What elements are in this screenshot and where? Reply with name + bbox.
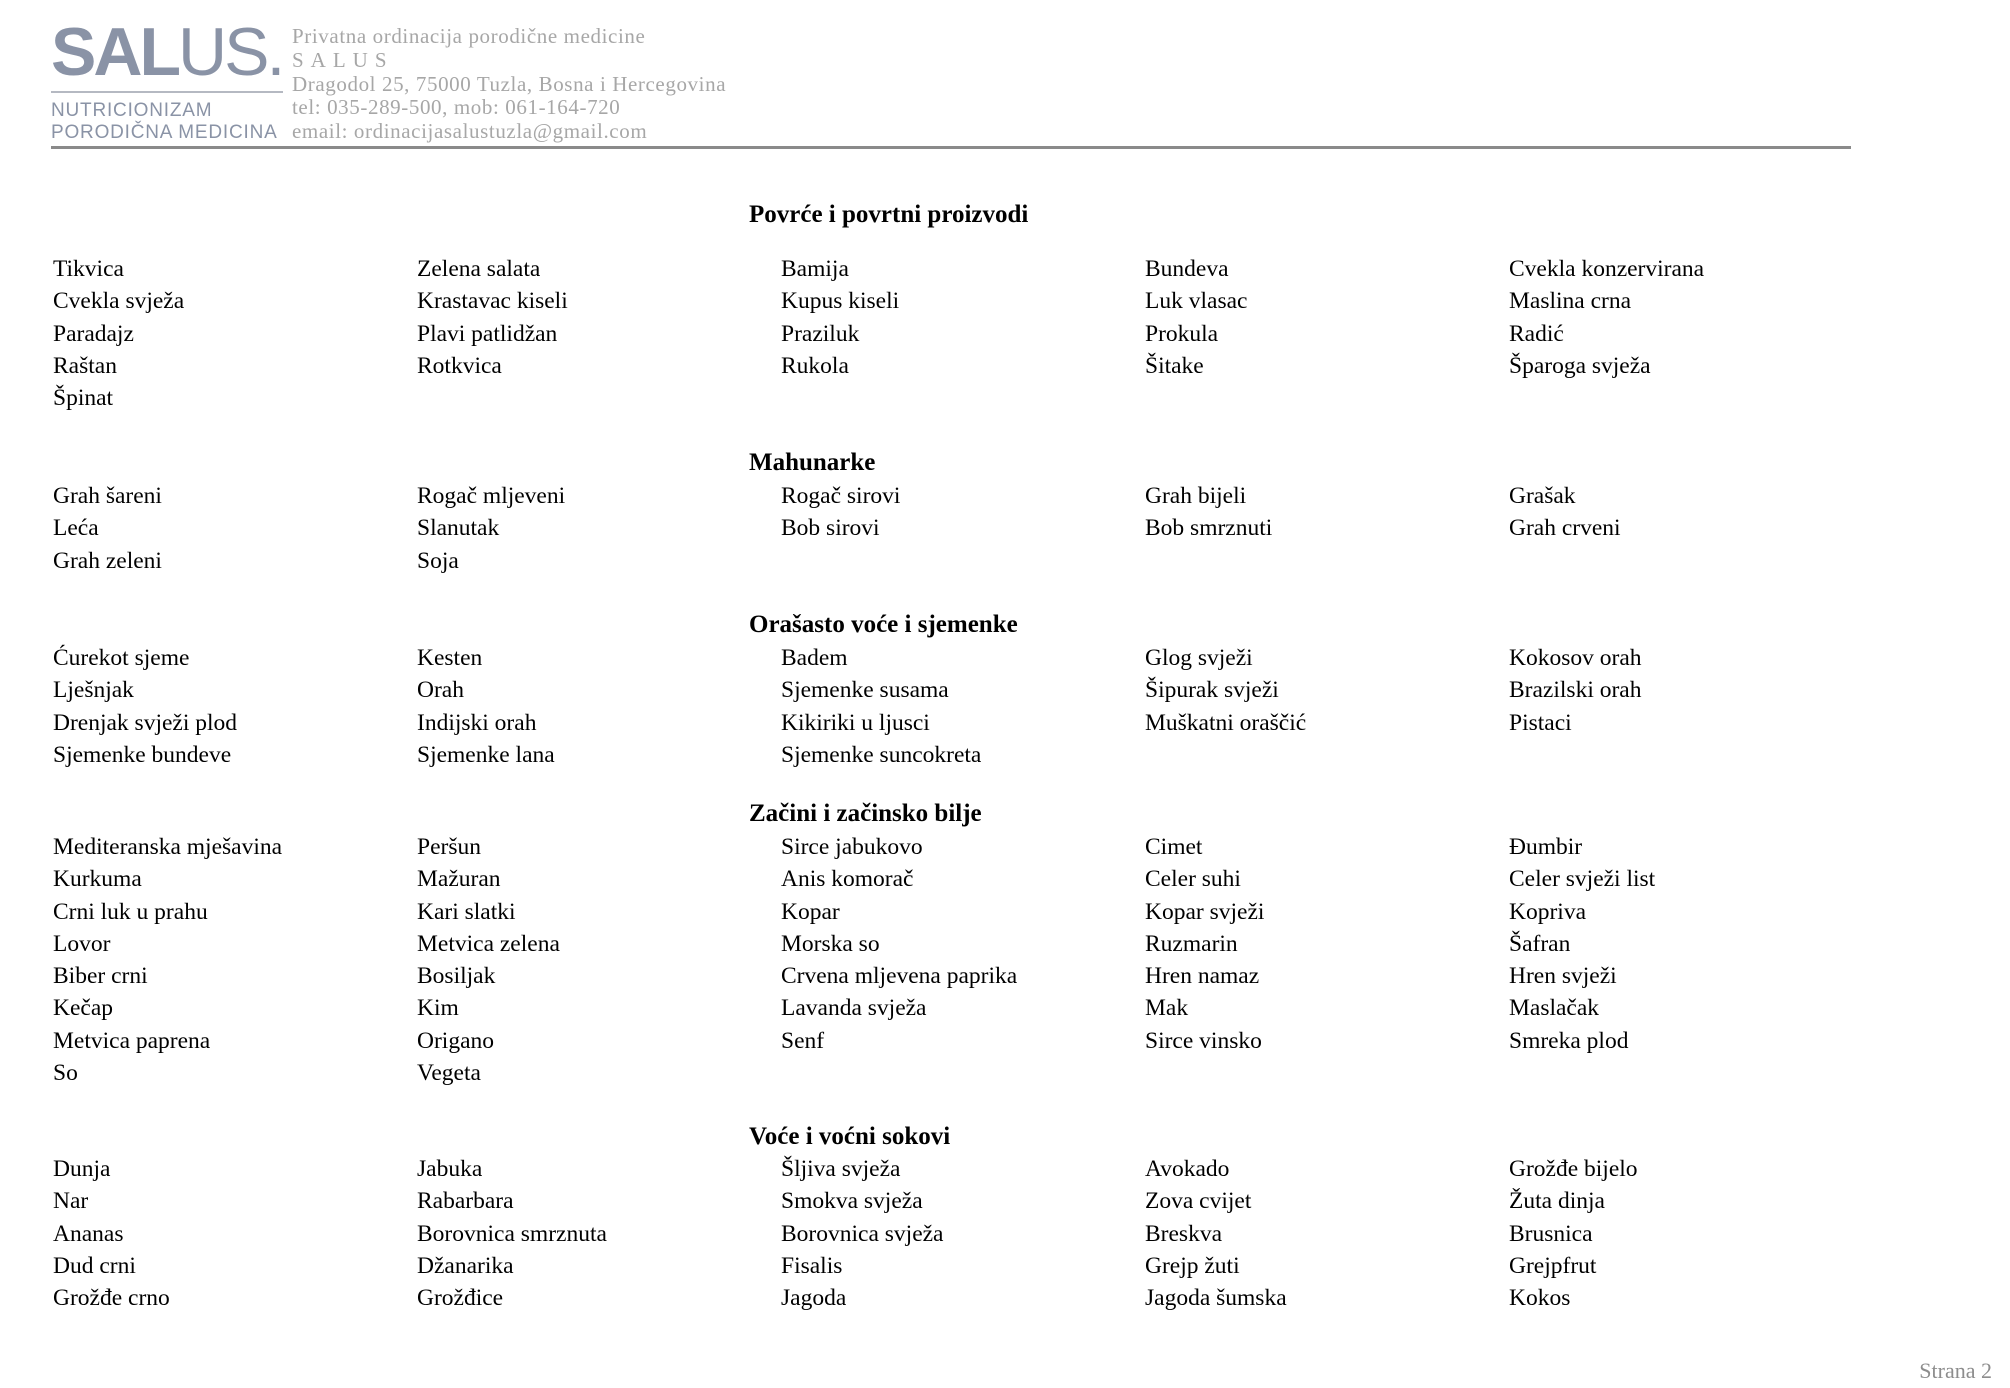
section-grid-fruits-juices: [53, 1153, 1853, 1314]
food-item: [1509, 1057, 1873, 1089]
food-item: Bamija: [781, 256, 849, 282]
food-item: Mažuran: [417, 866, 501, 893]
food-item: [1145, 545, 1509, 577]
food-item: Jabuka: [417, 1156, 483, 1182]
food-item: Kesten: [417, 645, 483, 671]
food-item: Sjemenke suncokreta: [781, 741, 982, 768]
header-divider: [51, 146, 1851, 149]
practice-email: email: ordinacijasalustuzla@gmail.com: [292, 119, 648, 144]
food-item: Rabarbara: [417, 1188, 514, 1215]
food-item: Kim: [417, 995, 459, 1022]
food-item: Celer suhi: [1145, 866, 1241, 893]
food-item: Morska so: [781, 930, 880, 957]
food-item: Kikiriki u ljusci: [781, 709, 930, 736]
food-item: Nar: [53, 1188, 89, 1215]
food-item: [1145, 382, 1509, 414]
section-grid-nuts-seeds: [53, 642, 1853, 771]
food-item: Šljiva svježa: [781, 1156, 901, 1182]
section-grid-vegetables: [53, 253, 1853, 414]
food-item: Špinat: [53, 385, 114, 412]
food-item: Dunja: [53, 1156, 111, 1182]
food-item: Metvica zelena: [417, 930, 560, 957]
logo-wordmark-bold: SAL: [51, 14, 178, 90]
food-item: Grožđe bijelo: [1509, 1156, 1638, 1182]
practice-address: Dragodol 25, 75000 Tuzla, Bosna i Hercegovina: [292, 71, 727, 96]
food-item: Sirce vinsko: [1145, 1027, 1262, 1054]
food-item: [1509, 545, 1873, 577]
page-number: Strana 2: [1919, 1358, 1992, 1383]
food-item: Breskva: [1145, 1220, 1223, 1247]
food-item: Ćurekot sjeme: [53, 645, 190, 671]
food-item: Grah zeleni: [53, 547, 162, 574]
food-item: Hren svježi: [1509, 963, 1617, 990]
food-item: Kurkuma: [53, 866, 142, 893]
food-item: Bundeva: [1145, 256, 1229, 282]
food-item: Kečap: [53, 995, 114, 1022]
food-item: Ananas: [53, 1220, 124, 1247]
food-item: Kopriva: [1509, 898, 1587, 925]
food-item: Kopar svježi: [1145, 898, 1265, 925]
food-item: Kokos: [1509, 1285, 1571, 1312]
food-item: Borovnica svježa: [781, 1220, 944, 1247]
food-item: Radić: [1509, 320, 1564, 347]
food-item: Džanarika: [417, 1252, 514, 1279]
food-item: Lavanda svježa: [781, 995, 927, 1022]
food-item: Hren namaz: [1145, 963, 1260, 990]
food-item: Grejp žuti: [1145, 1252, 1240, 1279]
food-item: Praziluk: [781, 320, 860, 347]
section-title-fruits-juices: Voće i voćni sokovi: [749, 1123, 951, 1150]
food-item: Maslačak: [1509, 995, 1600, 1022]
food-item: Raštan: [53, 352, 117, 379]
food-item: Cvekla svježa: [53, 288, 185, 315]
food-item: Grejpfrut: [1509, 1252, 1597, 1279]
food-item: Orah: [417, 677, 464, 704]
food-item: Drenjak svježi plod: [53, 709, 238, 736]
food-item: Peršun: [417, 834, 481, 860]
food-item: Grožđe crno: [53, 1285, 170, 1312]
food-item: Lješnjak: [53, 677, 134, 704]
food-item: Borovnica smrznuta: [417, 1220, 607, 1247]
food-item: Grašak: [1509, 483, 1576, 509]
salus-logo: [51, 14, 283, 146]
food-item: Glog svježi: [1145, 645, 1253, 671]
food-item: Mediteranska mješavina: [53, 834, 283, 860]
food-item: Biber crni: [53, 963, 148, 990]
food-item: Kari slatki: [417, 898, 516, 925]
food-item: Kopar: [781, 898, 840, 925]
food-item: Prokula: [1145, 320, 1219, 347]
food-item: Sjemenke bundeve: [53, 741, 232, 768]
food-item: [1509, 382, 1873, 414]
section-grid-spices-herbs: [53, 831, 1853, 1089]
page-header: [51, 14, 1851, 146]
food-item: Anis komorač: [781, 866, 914, 893]
food-item: Vegeta: [417, 1060, 481, 1087]
logo-divider: [51, 91, 283, 93]
food-item: Origano: [417, 1027, 495, 1054]
food-item: Senf: [781, 1027, 825, 1054]
food-item: Šparoga svježa: [1509, 352, 1651, 379]
food-item: [1509, 739, 1873, 771]
food-item: Bosiljak: [417, 963, 496, 990]
logo-tagline-1: NUTRICIONIZAM: [51, 100, 213, 121]
food-item: Grah bijeli: [1145, 483, 1247, 509]
food-item: Šitake: [1145, 352, 1204, 379]
food-item: Metvica paprena: [53, 1027, 211, 1054]
food-item: Sirce jabukovo: [781, 834, 923, 860]
food-item: Slanutak: [417, 515, 500, 542]
food-item: Indijski orah: [417, 709, 537, 736]
food-item: Luk vlasac: [1145, 288, 1248, 315]
food-item: Bob sirovi: [781, 515, 880, 542]
food-item: Brusnica: [1509, 1220, 1593, 1247]
food-item: Rukola: [781, 352, 849, 379]
food-item: Smreka plod: [1509, 1027, 1629, 1054]
food-item: [781, 382, 1145, 414]
section-title-spices-herbs: Začini i začinsko bilje: [749, 800, 982, 827]
food-item: Grožđice: [417, 1285, 504, 1312]
food-item: Šafran: [1509, 930, 1571, 957]
food-item: Ruzmarin: [1145, 930, 1238, 957]
food-item: Smokva svježa: [781, 1188, 923, 1215]
food-item: Badem: [781, 645, 848, 671]
food-item: Leća: [53, 515, 99, 542]
food-item: Avokado: [1145, 1156, 1230, 1182]
food-item: [781, 545, 1145, 577]
food-item: So: [53, 1060, 78, 1087]
food-item: Kokosov orah: [1509, 645, 1642, 671]
food-item: Žuta dinja: [1509, 1188, 1605, 1215]
food-item: [417, 382, 781, 414]
food-item: Brazilski orah: [1509, 677, 1642, 704]
food-item: [781, 1057, 1145, 1089]
food-item: Maslina crna: [1509, 288, 1632, 315]
food-item: Rogač sirovi: [781, 483, 901, 509]
food-item: [1145, 739, 1509, 771]
food-item: Rotkvica: [417, 352, 502, 379]
section-grid-legumes: [53, 480, 1853, 577]
food-item: Krastavac kiseli: [417, 288, 568, 315]
logo-wordmark-light: US.: [178, 14, 283, 90]
section-title-legumes: Mahunarke: [749, 449, 876, 476]
section-title-vegetables: Povrće i povrtni proizvodi: [749, 201, 1029, 228]
food-item: Sjemenke susama: [781, 677, 949, 704]
food-item: Rogač mljeveni: [417, 483, 566, 509]
practice-info: [292, 25, 726, 144]
food-item: Đumbir: [1509, 834, 1583, 860]
practice-phone: tel: 035-289-500, mob: 061-164-720: [292, 95, 621, 120]
food-item: Jagoda šumska: [1145, 1285, 1287, 1312]
food-item: Jagoda: [781, 1285, 847, 1312]
logo-tagline-2: PORODIČNA MEDICINA: [51, 122, 278, 143]
food-item: Crni luk u prahu: [53, 898, 208, 925]
food-item: Šipurak svježi: [1145, 677, 1279, 704]
section-title-nuts-seeds: Orašasto voće i sjemenke: [749, 611, 1018, 638]
food-item: Soja: [417, 547, 459, 574]
food-item: Pistaci: [1509, 709, 1572, 736]
food-item: Tikvica: [53, 256, 124, 282]
food-item: Paradajz: [53, 320, 134, 347]
food-item: Kupus kiseli: [781, 288, 900, 315]
food-item: Cimet: [1145, 834, 1203, 860]
food-item: Crvena mljevena paprika: [781, 963, 1018, 990]
food-item: Bob smrznuti: [1145, 515, 1273, 542]
food-item: Zelena salata: [417, 256, 541, 282]
food-item: Lovor: [53, 930, 111, 957]
food-item: Cvekla konzervirana: [1509, 256, 1705, 282]
food-item: Fisalis: [781, 1252, 843, 1279]
food-item: Dud crni: [53, 1252, 136, 1279]
food-item: Muškatni oraščić: [1145, 709, 1307, 736]
practice-brand: SALUS: [292, 47, 394, 72]
food-item: [1145, 1057, 1509, 1089]
logo-wordmark: [51, 12, 282, 92]
food-item: Zova cvijet: [1145, 1188, 1252, 1215]
food-item: Plavi patlidžan: [417, 320, 558, 347]
food-item: Grah crveni: [1509, 515, 1621, 542]
food-item: Sjemenke lana: [417, 741, 555, 768]
food-item: Grah šareni: [53, 483, 162, 509]
food-item: Celer svježi list: [1509, 866, 1656, 893]
practice-description: Privatna ordinacija porodične medicine: [292, 24, 646, 48]
food-item: Mak: [1145, 995, 1189, 1022]
